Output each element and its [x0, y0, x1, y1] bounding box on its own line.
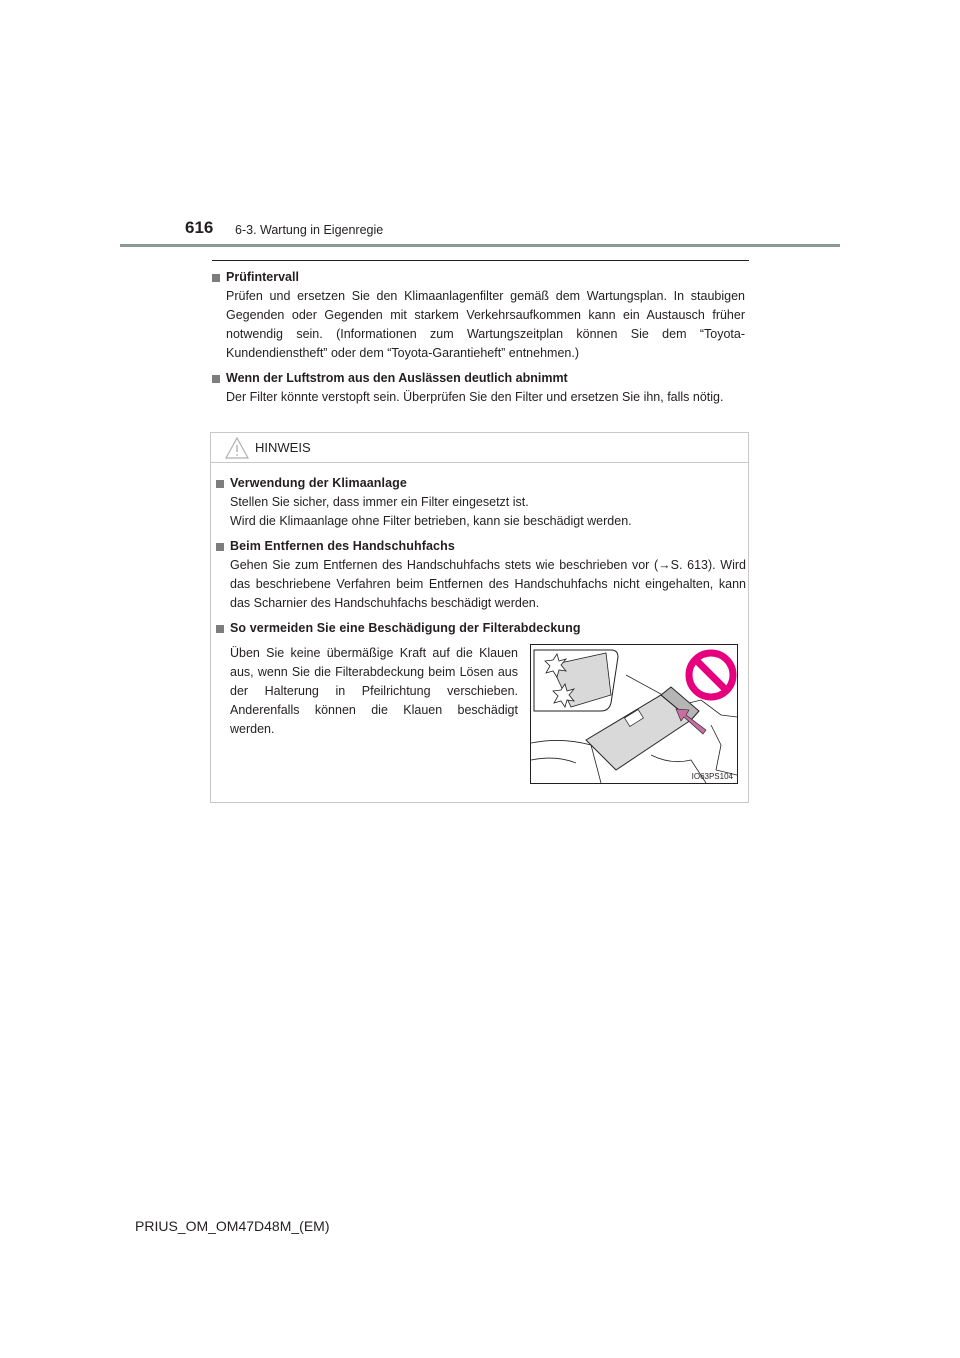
square-bullet-icon: [212, 375, 220, 383]
figure-row: [216, 644, 746, 794]
item-check-interval: [212, 268, 745, 363]
main-content: [212, 268, 745, 413]
item-text-line: Stellen Sie sicher, dass immer ein Filter eingesetzt ist.: [230, 495, 529, 509]
notice-body: [216, 474, 746, 800]
figure-caption: Üben Sie keine übermäßige Kraft auf die Klauen aus, wenn Sie die Filterabdeckung beim Lösen aus der Halterung in Pfeilrichtung verschieben. Anderenfalls können die Klauen beschädigt werden.: [230, 646, 518, 736]
square-bullet-icon: [216, 480, 224, 488]
page-number: 616: [185, 218, 214, 237]
square-bullet-icon: [216, 625, 224, 633]
item-text: Gehen Sie zum Entfernen des Handschuhfachs stets wie beschrieben vor (→S. 613). Wird das beschriebene Verfahren beim Entfernen des Handschuhfachs nicht eingehalten, kann das Scharnier des Handschuhfachs beschädigt werden.: [230, 558, 746, 610]
notice-item-filter-cover: [216, 619, 746, 794]
item-title: Verwendung der Klimaanlage: [230, 476, 407, 490]
filter-cover-drawing: [531, 645, 737, 783]
notice-item-glovebox: [216, 537, 746, 613]
header-rule: [120, 244, 840, 247]
footer-doc-id: PRIUS_OM_OM47D48M_(EM): [135, 1218, 330, 1234]
figure-code: IO63PS104: [691, 772, 733, 781]
item-airflow: [212, 369, 745, 407]
item-title: So vermeiden Sie eine Beschädigung der Filterabdeckung: [230, 621, 581, 635]
notice-item-ac-use: [216, 474, 746, 531]
item-text: Der Filter könnte verstopft sein. Überprüfen Sie den Filter und ersetzen Sie ihn, falls nötig.: [226, 390, 724, 404]
item-title: Prüfintervall: [226, 270, 299, 284]
section-title: 6-3. Wartung in Eigenregie: [235, 223, 384, 237]
item-title: Beim Entfernen des Handschuhfachs: [230, 539, 455, 553]
warning-triangle-icon: [225, 437, 249, 459]
item-text-line: Wird die Klimaanlage ohne Filter betrieben, kann sie beschädigt werden.: [230, 514, 632, 528]
top-rule: [212, 260, 749, 261]
filter-cover-illustration: [530, 644, 738, 784]
item-text: Prüfen und ersetzen Sie den Klimaanlagenfilter gemäß dem Wartungsplan. In staubigen Gegenden oder Gegenden mit starkem Verkehrsaufkommen kann ein Austausch früher notwendig sein. (Informationen zum Wartungszeitplan können Sie dem “Toyota-Kundendienstheft” oder dem “Toyota-Garantieheft” entnehmen.): [226, 289, 745, 360]
notice-header: [211, 433, 748, 463]
square-bullet-icon: [216, 543, 224, 551]
notice-box: [210, 432, 749, 803]
notice-title: HINWEIS: [255, 440, 311, 455]
item-title: Wenn der Luftstrom aus den Auslässen deutlich abnimmt: [226, 371, 568, 385]
square-bullet-icon: [212, 274, 220, 282]
